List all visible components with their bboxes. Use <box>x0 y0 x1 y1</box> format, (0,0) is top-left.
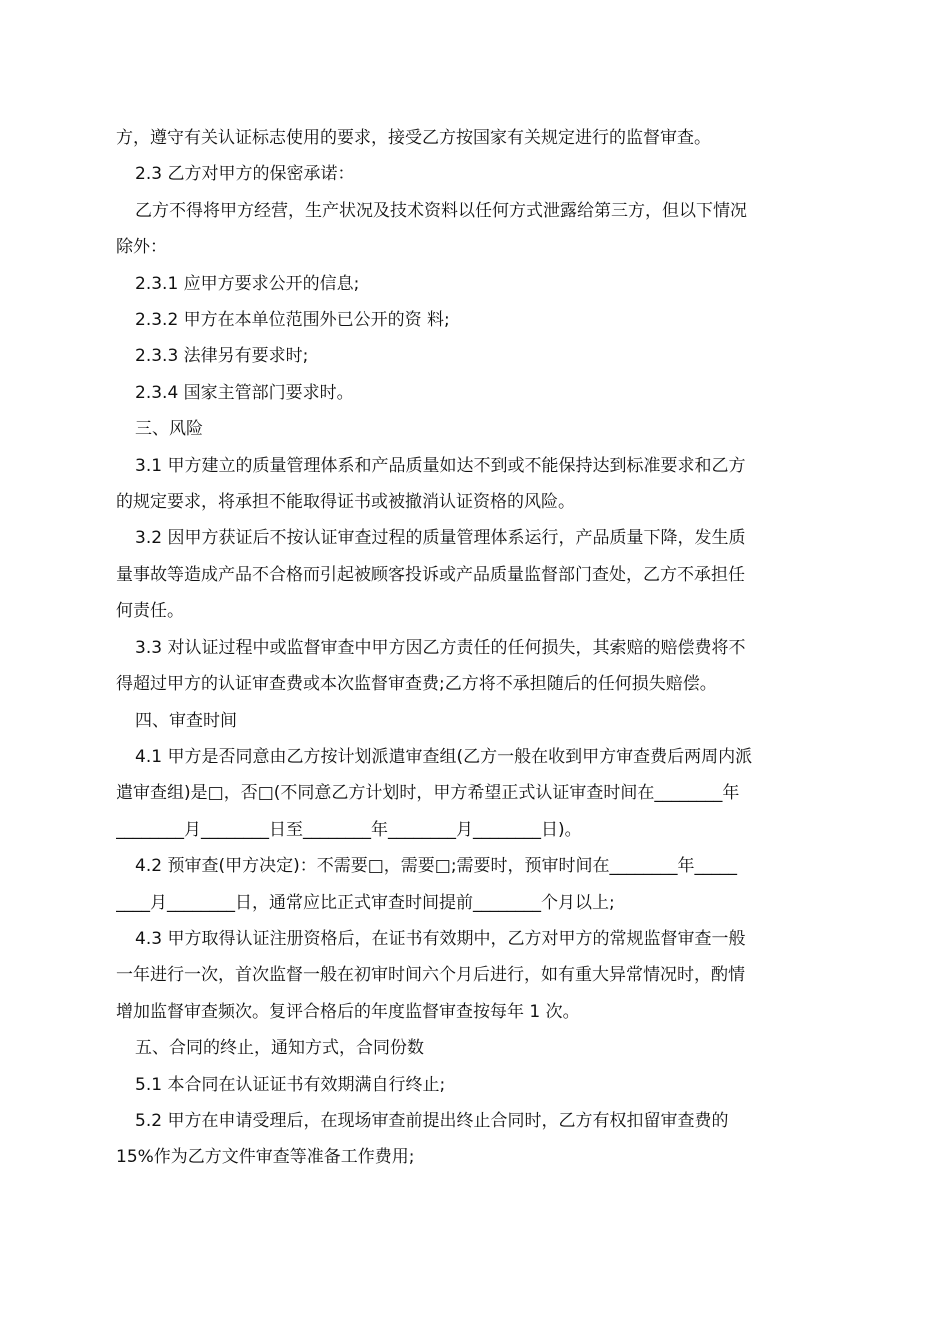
text-line: 量事故等造成产品不合格而引起被顾客投诉或产品质量监督部门查处，乙方不承担任 <box>116 564 745 585</box>
section-heading-termination <box>116 1030 836 1066</box>
clause-5-2 <box>116 1103 836 1176</box>
clause-4-3 <box>116 921 836 1030</box>
text-line: 何责任。 <box>116 601 184 622</box>
text-line: 除外： <box>116 237 167 258</box>
heading-2-3 <box>116 156 836 192</box>
text-line: ________月________日至________年________月________日)。 <box>116 819 582 840</box>
text-line: 2.3.3 法律另有要求时; <box>135 346 309 367</box>
text-line: 三、风险 <box>135 419 203 440</box>
clause-3-1 <box>116 448 836 521</box>
text-line: 15%作为乙方文件审查等准备工作费用; <box>116 1147 415 1168</box>
text-line: 一年进行一次，首次监督一般在初审时间六个月后进行，如有重大异常情况时，酌情 <box>116 965 745 986</box>
text-line: 3.3 对认证过程中或监督审查中甲方因乙方责任的任何损失，其索赔的赔偿费将不 <box>135 637 746 658</box>
paragraph-confidentiality <box>116 193 836 266</box>
item-2-3-2 <box>116 302 836 338</box>
clause-4-1 <box>116 739 836 848</box>
text-line: 的规定要求，将承担不能取得证书或被撤消认证资格的风险。 <box>116 492 575 513</box>
item-2-3-4 <box>116 375 836 411</box>
section-heading-risk <box>116 411 836 447</box>
text-line: 2.3.2 甲方在本单位范围外已公开的资 料; <box>135 310 450 331</box>
text-line: 3.1 甲方建立的质量管理体系和产品质量如达不到或不能保持达到标准要求和乙方 <box>135 455 746 476</box>
text-line: 4.1 甲方是否同意由乙方按计划派遣审查组(乙方一般在收到甲方审查费后两周内派 <box>135 746 753 767</box>
text-line: 五、合同的终止，通知方式，合同份数 <box>135 1038 424 1059</box>
text-line: 2.3 乙方对甲方的保密承诺： <box>135 164 355 185</box>
text-line: 增加监督审查频次。复评合格后的年度监督审查按每年 1 次。 <box>116 1001 580 1022</box>
text-line: 4.3 甲方取得认证注册资格后，在证书有效期中，乙方对甲方的常规监督审查一般 <box>135 928 746 949</box>
text-line: 得超过甲方的认证审查费或本次监督审查费;乙方将不承担随后的任何损失赔偿。 <box>116 674 717 695</box>
text-line: 方，遵守有关认证标志使用的要求，接受乙方按国家有关规定进行的监督审查。 <box>116 128 711 148</box>
document-body <box>116 120 836 1176</box>
clause-3-3 <box>116 630 836 703</box>
item-2-3-1 <box>116 266 836 302</box>
text-line: 3.2 因甲方获证后不按认证审查过程的质量管理体系运行，产品质量下降，发生质 <box>135 528 746 549</box>
text-line: 5.1 本合同在认证证书有效期满自行终止; <box>135 1074 446 1095</box>
text-line: 乙方不得将甲方经营，生产状况及技术资料以任何方式泄露给第三方，但以下情况 <box>135 200 747 221</box>
clause-3-2 <box>116 520 836 629</box>
text-line: 4.2 预审查(甲方决定)：不需要□，需要□;需要时，预审时间在________年_____ <box>135 856 738 877</box>
text-line: 2.3.1 应甲方要求公开的信息; <box>135 273 360 294</box>
clause-4-2 <box>116 848 836 921</box>
text-line: ____月________日，通常应比正式审查时间提前________个月以上; <box>116 892 615 913</box>
clause-5-1 <box>116 1067 836 1103</box>
text-line: 四、审查时间 <box>135 710 237 731</box>
paragraph-2-2-continued <box>116 120 836 156</box>
text-line: 遣审查组)是□，否□(不同意乙方计划时，甲方希望正式认证审查时间在________年 <box>116 783 740 804</box>
section-heading-review-time <box>116 703 836 739</box>
text-line: 2.3.4 国家主管部门要求时。 <box>135 382 354 403</box>
item-2-3-3 <box>116 338 836 374</box>
text-line: 5.2 甲方在申请受理后，在现场审查前提出终止合同时，乙方有权扣留审查费的 <box>135 1110 729 1131</box>
